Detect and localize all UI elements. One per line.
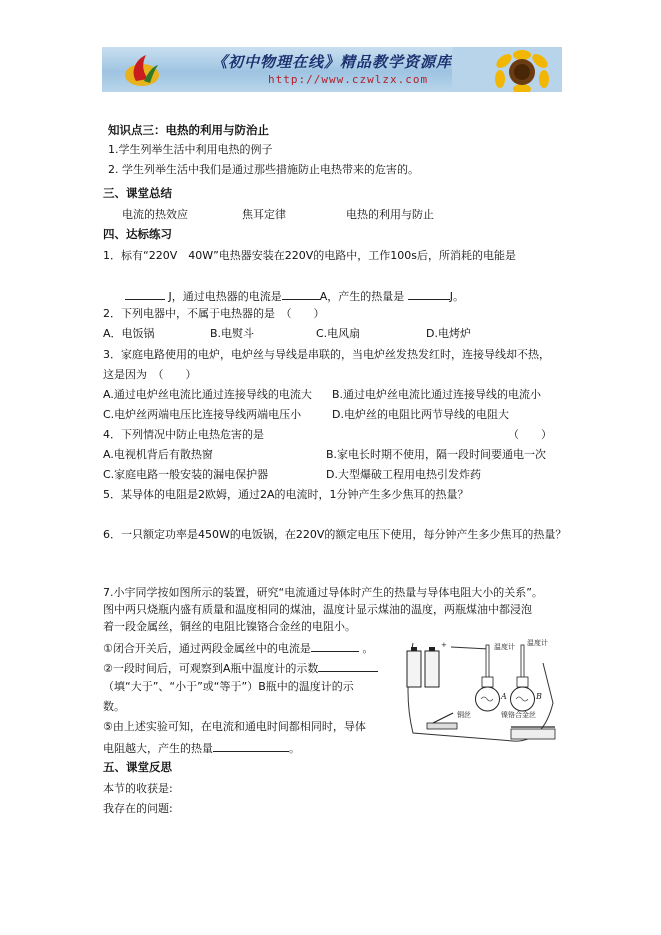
answer-blank[interactable] <box>282 288 320 300</box>
question-2-stem: 2．下列电器中，不属于电热器的是 （ ） <box>103 307 325 320</box>
q7-intro-line-3: 着一段金属丝，铜丝的电阻比镍铬合金丝的电阻小。 <box>103 620 356 633</box>
q7-answer-1 <box>103 640 373 656</box>
q4-option-b: B.家电长时期不使用，隔一段时间要通电一次 <box>326 448 547 461</box>
answer-blank[interactable] <box>318 660 378 672</box>
q4-option-c: C.家庭电路一般安装的漏电保护器 <box>103 468 269 481</box>
copper-wire-label: 铜丝 <box>457 711 471 719</box>
q1-text-c: J。 <box>449 290 465 303</box>
answer-blank[interactable] <box>125 288 165 300</box>
logo-icon <box>122 51 162 89</box>
q2-option-c: C.电风扇 <box>316 327 361 340</box>
q3-option-a: A.通过电炉丝电流比通过连接导线的电流大 <box>103 388 312 401</box>
banner-title: 《初中物理在线》精品教学资源库 <box>212 53 453 71</box>
q7-intro-line-2: 图中两只烧瓶内盛有质量和温度相同的煤油，温度计显示煤油的温度，两瓶煤油中都浸泡 <box>103 603 532 616</box>
knowledge-point-3-heading: 知识点三：电热的利用与防治止 <box>108 123 269 137</box>
answer-blank[interactable] <box>408 288 450 300</box>
k3-item-1: 1.学生列举生活中利用电热的例子 <box>108 143 273 156</box>
question-6: 6．一只额定功率是450W的电饭锅，在220V的额定电压下使用，每分钟产生多少焦耳的热量？ <box>103 528 567 541</box>
section-4-heading: 四、达标练习 <box>103 227 172 241</box>
question-5: 5．某导体的电阻是2欧姆，通过2A的电流时，1分钟产生多少焦耳的热量？ <box>103 488 469 501</box>
flask-b-icon <box>511 645 535 711</box>
thermometer-label-b: 温度计 <box>527 639 548 647</box>
rheostat-icon <box>511 727 555 739</box>
flask-label-b: B <box>536 692 542 701</box>
q3-option-b: B.通过电炉丝电流比通过连接导线的电流小 <box>332 388 542 401</box>
summary-topic-1: 电流的热效应 <box>122 208 188 221</box>
q7-a3-end: 。 <box>289 742 300 755</box>
q1-text-b: A，产生的热量是 <box>319 290 405 303</box>
reflection-problem: 我存在的问题: <box>103 802 173 815</box>
q7-a3-text: 电阻越大，产生的热量 <box>103 742 213 755</box>
banner-url: http://www.czwlzx.com <box>268 73 429 86</box>
q7-answer-2-line-3: 数。 <box>103 700 125 713</box>
svg-text:+: + <box>441 641 447 649</box>
k3-item-2: 2. 学生列举生活中我们是通过那些措施防止电热带来的危害的。 <box>108 163 419 176</box>
q4-option-d: D.大型爆破工程用电热引发炸药 <box>326 468 481 481</box>
q7-a1-text: ①闭合开关后，通过两段金属丝中的电流是 <box>103 642 311 655</box>
answer-blank[interactable] <box>311 640 359 652</box>
q7-a1-end: 。 <box>362 642 374 655</box>
section-5-heading: 五、课堂反思 <box>103 760 172 774</box>
summary-topic-3: 电热的利用与防止 <box>346 208 434 221</box>
battery-icon <box>407 641 447 687</box>
question-1-line-1: 1．标有“220V 40W”电热器安装在220V的电路中，工作100s后，所消耗的电能是 <box>103 249 517 262</box>
header-banner <box>102 47 562 92</box>
q4-answer-paren: （ ） <box>508 428 552 441</box>
q7-a2-text: ②一段时间后，可观察到A瓶中温度计的示数 <box>103 662 319 675</box>
q3-option-c: C.电炉丝两端电压比连接导线两端电压小 <box>103 408 302 421</box>
q7-answer-2-line-2: （填“大于”、“小于”或“等于”）B瓶中的温度计的示 <box>103 680 354 693</box>
sunflower-icon <box>452 47 562 92</box>
thermometer-label-a: 温度计 <box>494 643 515 651</box>
circuit-diagram <box>393 633 561 751</box>
q2-option-b: B.电熨斗 <box>210 327 255 340</box>
flask-label-a: A <box>501 692 507 701</box>
q2-option-d: D.电烤炉 <box>426 327 471 340</box>
question-3-line-2: 这是因为 （ ） <box>103 368 197 381</box>
q7-answer-2 <box>103 660 378 676</box>
question-3-line-1: 3．家庭电路使用的电炉，电炉丝与导线是串联的，当电炉丝发热发红时，连接导线却不热， <box>103 348 550 361</box>
nichrome-wire-label: 镍铬合金丝 <box>501 711 536 719</box>
section-3-heading: 三、课堂总结 <box>103 186 172 200</box>
q2-option-a: A．电饭锅 <box>103 327 155 340</box>
answer-blank[interactable] <box>213 740 289 752</box>
reflection-gain: 本节的收获是: <box>103 782 173 795</box>
flask-a-icon <box>476 645 500 711</box>
q7-intro-line-1: 7.小宇同学按如图所示的装置，研究“电流通过导体时产生的热量与导体电阻大小的关系”。 <box>103 586 543 599</box>
q4-option-a: A.电视机背后有散热窗 <box>103 448 213 461</box>
question-1-line-2 <box>125 288 464 304</box>
q7-answer-3: ⑤由上述实验可知，在电流和通电时间都相同时，导体 <box>103 720 366 733</box>
q7-answer-3-line-2 <box>103 740 300 756</box>
q1-text-a: J，通过电热器的电流是 <box>168 290 282 303</box>
q3-option-d: D.电炉丝的电阻比两节导线的电阻大 <box>332 408 509 421</box>
summary-topic-2: 焦耳定律 <box>242 208 286 221</box>
question-4-stem: 4．下列情况中防止电热危害的是 <box>103 428 264 441</box>
switch-icon <box>427 713 457 729</box>
